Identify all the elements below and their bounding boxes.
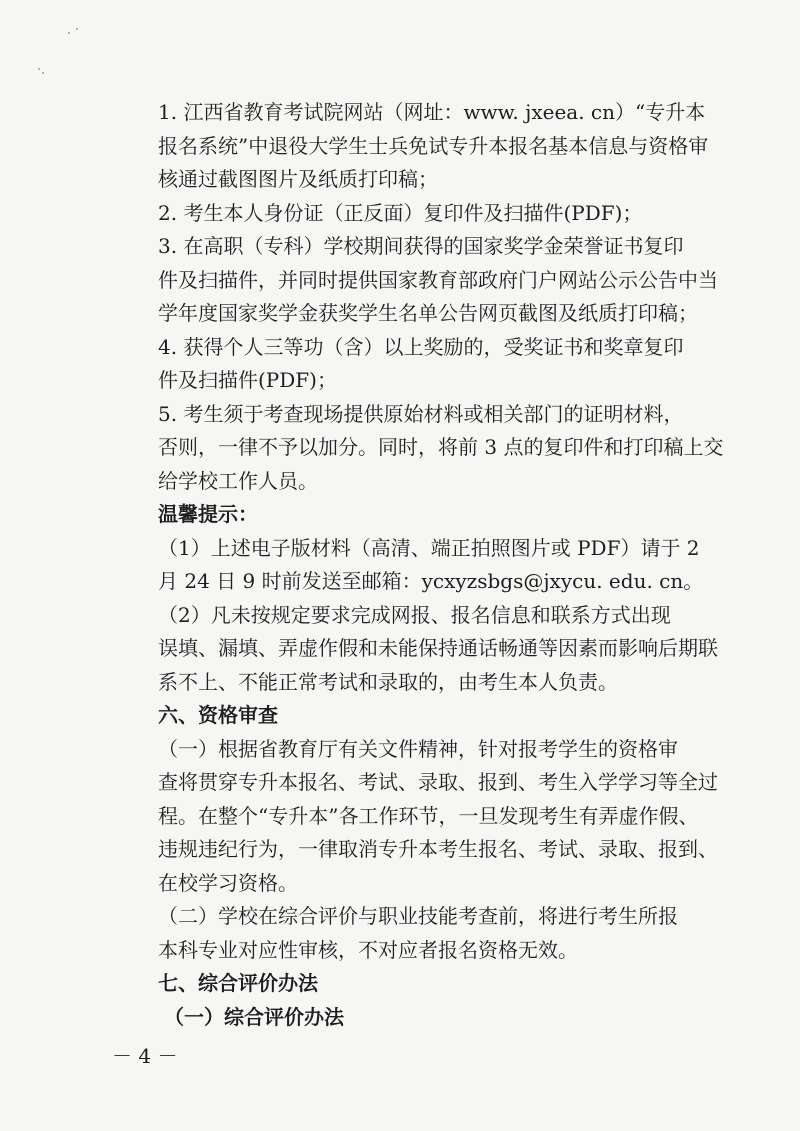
page-number: － 4 － [112,1044,178,1068]
tip-2: （2）凡未按规定要求完成网报、报名信息和联系方式出现 误填、漏填、弄虚作假和未能保持通话畅通等因素而影响后期联 系不上、不能正常考试和录取的，由考生本人负责。 [158,602,718,694]
section-6-item-1: （一）根据省教育厅有关文件精神，针对报考学生的资格审 查将贯穿专升本报名、考试、录取、报到、考生入学学习等全过 程。在整个“专升本”各工作环节，一旦发现考生有弄虚作假、 违规违纪行为，一律取消专升本考生报名、考试、录取、报到、 在校学习资格。 [158,736,718,895]
document-body [118,96,730,1034]
section-6-heading: 六、资格审查 [158,703,278,727]
section-7-heading: 七、综合评价办法 [158,971,318,995]
item-1: 1. 江西省教育考试院网站（网址：www. jxeea. cn）“专升本 报名系统”中退役大学生士兵免试专升本报名基本信息与资格审 核通过截图图片及纸质打印稿； [158,100,709,191]
scan-specks [30,28,90,88]
tip-1: （1）上述电子版材料（高清、端正拍照图片或 PDF）请于 2 月 24 日 9 时前发送至邮箱：ycxyzsbgs@jxycu. edu. cn。 [158,535,704,593]
section-7-subheading: （一）综合评价办法 [164,1004,344,1029]
item-5: 5. 考生须于考查现场提供原始材料或相关部门的证明材料， 否则，一律不予以加分。同时，将前 3 点的复印件和打印稿上交 给学校工作人员。 [158,401,724,493]
section-6-item-2: （二）学校在综合评价与职业技能考查前，将进行考生所报 本科专业对应性审核，不对应者报名资格无效。 [158,904,678,962]
tips-heading: 温馨提示： [158,502,258,526]
item-4: 4. 获得个人三等功（含）以上奖励的，受奖证书和奖章复印 件及扫描件(PDF)； [158,334,684,392]
item-2: 2. 考生本人身份证（正反面）复印件及扫描件(PDF)； [158,200,643,225]
item-3: 3. 在高职（专科）学校期间获得的国家奖学金荣誉证书复印 件及扫描件，并同时提供国家教育部政府门户网站公示公告中当 学年度国家奖学金获奖学生名单公告网页截图及纸质打印稿； [158,234,718,325]
